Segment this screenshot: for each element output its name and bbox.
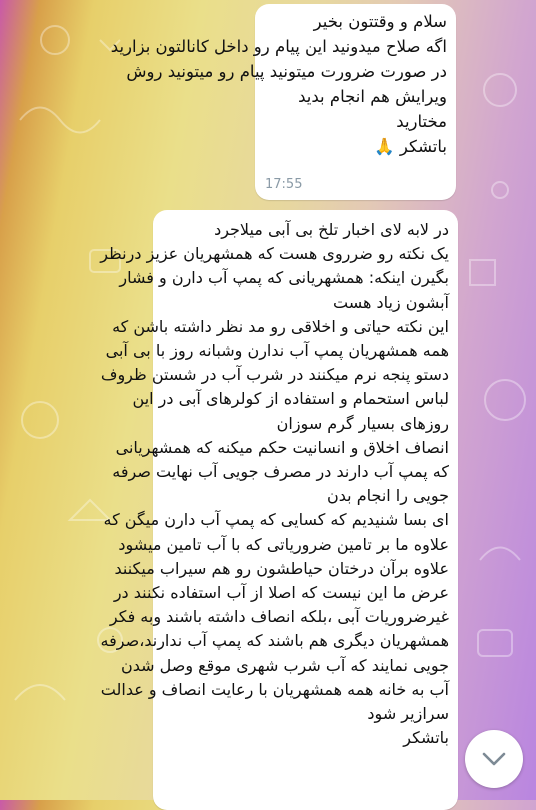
message-text-line: روزهای بسیار گرم سوزان bbox=[276, 413, 449, 433]
message-text-line: مختارید bbox=[396, 111, 447, 131]
message-text-line: سرازیر شود bbox=[367, 704, 449, 724]
message-text-line: که پمپ آب دارند در مصرف جویی آب نهایت صرفه bbox=[112, 462, 449, 482]
message-text-line: یک نکته رو ضرروی هست که همشهریان عزیز درنظر bbox=[100, 244, 449, 264]
message-text-line: باتشکر 🙏 bbox=[374, 136, 447, 156]
message-text-line: این نکته حیاتی و اخلاقی رو مد نظر داشته باشن که bbox=[112, 316, 449, 336]
message-text-line: لباس استحمام و استفاده از کولرهای آبی در این bbox=[132, 389, 449, 409]
message-text-line: در صورت ضرورت میتونید پیام رو میتونید روش bbox=[126, 61, 447, 81]
scroll-down-button[interactable] bbox=[465, 730, 523, 788]
message-text-line: بگیرن اینکه: همشهریانی که پمپ آب دارن و فشار bbox=[119, 268, 449, 288]
message-bubble[interactable] bbox=[100, 210, 458, 810]
message-text-line: غیرضروریات آبی ،بلکه انصاف داشته باشند وبه فکر bbox=[109, 607, 449, 627]
message-timestamp: 17:55 bbox=[265, 177, 303, 192]
message-bubble[interactable] bbox=[110, 4, 456, 200]
message-text-line: ای بسا شنیدیم که کسایی که پمپ آب دارن میگن که bbox=[103, 510, 449, 530]
message-text-line: انصاف اخلاق و انسانیت حکم میکنه که همشهریانی bbox=[115, 437, 449, 457]
message-text-line: سلام و وقتتون بخیر bbox=[313, 12, 447, 31]
message-text-line: جویی را انجام بدن bbox=[327, 486, 449, 506]
message-text-line: در لابه لای اخبار تلخ بی آبی میلاجرد bbox=[214, 220, 449, 239]
message-text-line: همه همشهریان پمپ آب ندارن وشبانه روز با بی آبی bbox=[105, 341, 449, 361]
message-text-line: باتشکر bbox=[403, 728, 449, 748]
message-text-line: آبشون زیاد هست bbox=[333, 292, 449, 312]
message-text-line: آب به خانه همه همشهریان با رعایت انصاف و عدالت bbox=[100, 679, 449, 699]
message-text-line: اگه صلاح میدونید این پیام رو داخل کانالتون بزارید bbox=[110, 36, 447, 56]
message-text-line: جویی نمایند که آب شرب شهری موقع وصل شدن bbox=[120, 655, 449, 675]
message-text-line: همشهریان دیگری هم باشند که پمپ آب ندارند،صرفه bbox=[100, 631, 449, 651]
chevron-down-icon bbox=[481, 751, 507, 767]
message-text-line: ویرایش هم انجام بدید bbox=[298, 86, 447, 106]
message-text-line: دستو پنجه نرم میکنند در شرب آب در شستن ظروف bbox=[100, 365, 449, 385]
message-text-line: علاوه برآن درختان حیاطشون رو هم سیراب میکنند bbox=[114, 558, 449, 578]
message-text-line: علاوه ما بر تامین ضروریاتی که با آب تامین میشود bbox=[118, 534, 449, 554]
message-text-line: عرض ما این نیست که اصلا از آب استفاده نکنند در bbox=[113, 583, 449, 603]
